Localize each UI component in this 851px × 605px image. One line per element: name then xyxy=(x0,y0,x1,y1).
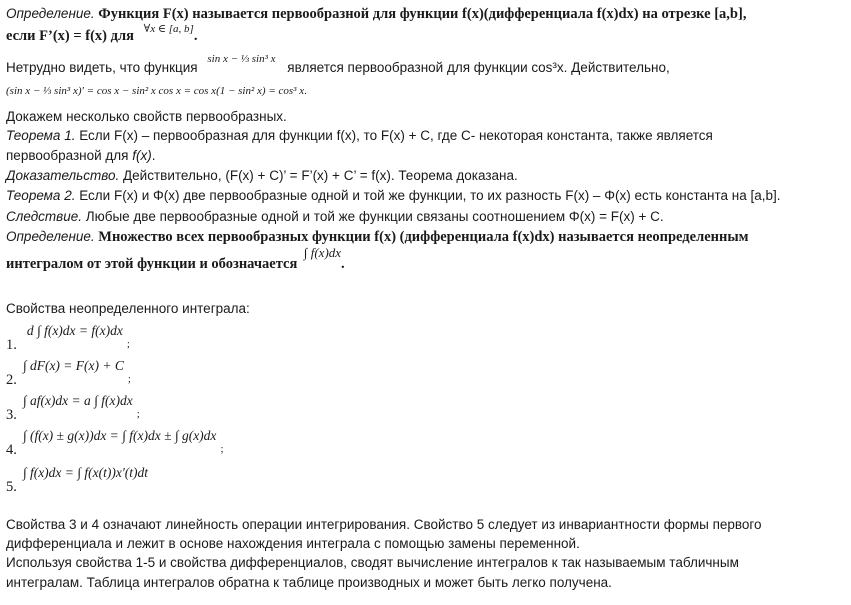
theorem-1-end: . xyxy=(151,148,156,163)
closing-line-3: Используя свойства 1-5 и свойства дифференциалов, сводят вычисление интегралов к так называемым табличным xyxy=(6,555,739,570)
example-function: sin x − ⅓ sin³ x xyxy=(207,53,276,65)
definition-2-text-cont: интегралом от этой функции и обозначается xyxy=(6,256,298,272)
property-number: 1. xyxy=(6,337,17,353)
property-4 xyxy=(6,427,224,458)
definition-1-line-1 xyxy=(6,6,746,23)
property-formula: d ∫ f(x)dx = f(x)dx xyxy=(26,323,123,338)
theorem-2-line xyxy=(6,188,780,203)
example-text: Нетрудно видеть, что функция xyxy=(6,60,198,75)
closing-line-1: Свойства 3 и 4 означают линейность операции интегрирования. Свойство 5 следует из инвариантности формы первого xyxy=(6,517,762,532)
property-2 xyxy=(6,357,131,388)
example-derivation-end: . xyxy=(304,85,307,97)
prove-line: Докажем несколько свойств первообразных. xyxy=(6,109,287,124)
definition-text-cont: если F’(x) = f(x) для xyxy=(6,28,134,44)
proof-text: Действительно, (F(x) + C)’ = F’(x) + C’ = f(x). Теорема доказана. xyxy=(119,168,518,183)
property-formula: ∫ af(x)dx = a ∫ f(x)dx xyxy=(22,393,133,408)
corollary-label: Следствие. xyxy=(6,209,82,224)
property-5 xyxy=(6,464,149,495)
property-1 xyxy=(6,322,130,353)
theorem-1-label: Теорема 1. xyxy=(6,128,76,143)
example-line-2 xyxy=(6,82,307,99)
definition-2-label: Определение. xyxy=(6,229,95,244)
theorem-1-text-cont: первообразной для xyxy=(6,148,133,163)
theorem-1-fx: f(x) xyxy=(132,148,152,163)
property-formula: ∫ (f(x) ± g(x))dx = ∫ f(x)dx ± ∫ g(x)dx xyxy=(22,428,217,443)
proof-line xyxy=(6,168,518,183)
definition-end: . xyxy=(193,28,198,44)
closing-line-4: интегралам. Таблица интегралов обратна к таблице производных и может быть легко получена. xyxy=(6,575,612,590)
property-formula: ∫ f(x)dx = ∫ f(x(t))x′(t)dt xyxy=(22,465,149,480)
theorem-1-line-2 xyxy=(6,148,156,163)
theorem-1-line-1 xyxy=(6,128,713,143)
definition-1-line-2 xyxy=(6,23,198,45)
theorem-2-label: Теорема 2. xyxy=(6,188,76,203)
property-end: ; xyxy=(220,443,224,455)
definition-2-line-1 xyxy=(6,229,749,246)
example-text-cont: является первообразной для функции cos³x. Действительно, xyxy=(287,60,670,75)
property-number: 5. xyxy=(6,479,17,495)
property-end: ; xyxy=(136,408,140,420)
definition-2-line-2 xyxy=(6,245,345,273)
property-3 xyxy=(6,392,140,423)
theorem-2-text: Если F(x) и Φ(x) две первообразные одной и той же функции, то их разность F(x) – Φ(x) есть константа на [a,b]. xyxy=(75,188,781,203)
property-number: 4. xyxy=(6,442,17,458)
definition-condition: ∀x ∈ [a, b] xyxy=(143,23,194,35)
properties-title: Свойства неопределенного интеграла: xyxy=(6,301,250,316)
example-derivation: (sin x − ⅓ sin³ x)′ = cos x − sin² x cos x = cos x(1 − sin² x) = cos³ x xyxy=(6,85,305,97)
corollary-line xyxy=(6,209,664,224)
property-number: 2. xyxy=(6,372,17,388)
corollary-text: Любые две первообразные одной и той же функции связаны соотношением Φ(x) = F(x) + C. xyxy=(82,209,664,224)
proof-label: Доказательство. xyxy=(6,168,120,183)
property-formula: ∫ dF(x) = F(x) + C xyxy=(22,358,124,373)
definition-2-text: Множество всех первообразных функции f(x) (дифференциала f(x)dx) называется неопределенным xyxy=(94,229,749,245)
definition-2-end: . xyxy=(341,256,345,272)
property-end: ; xyxy=(126,338,130,350)
closing-line-2: дифференциала и лежит в основе нахождения интеграла с помощью замены переменной. xyxy=(6,536,580,551)
definition-label: Определение. xyxy=(6,6,95,21)
property-end: ; xyxy=(127,373,131,385)
property-number: 3. xyxy=(6,407,17,423)
definition-2-integral: ∫ f(x)dx xyxy=(303,245,342,260)
definition-text: Функция F(x) называется первообразной для функции f(x)(дифференциала f(x)dx) на отрезке [a,b], xyxy=(94,6,747,22)
theorem-1-text: Если F(x) – первообразная для функции f(x), то F(x) + C, где C- некоторая константа, также является xyxy=(75,128,713,143)
